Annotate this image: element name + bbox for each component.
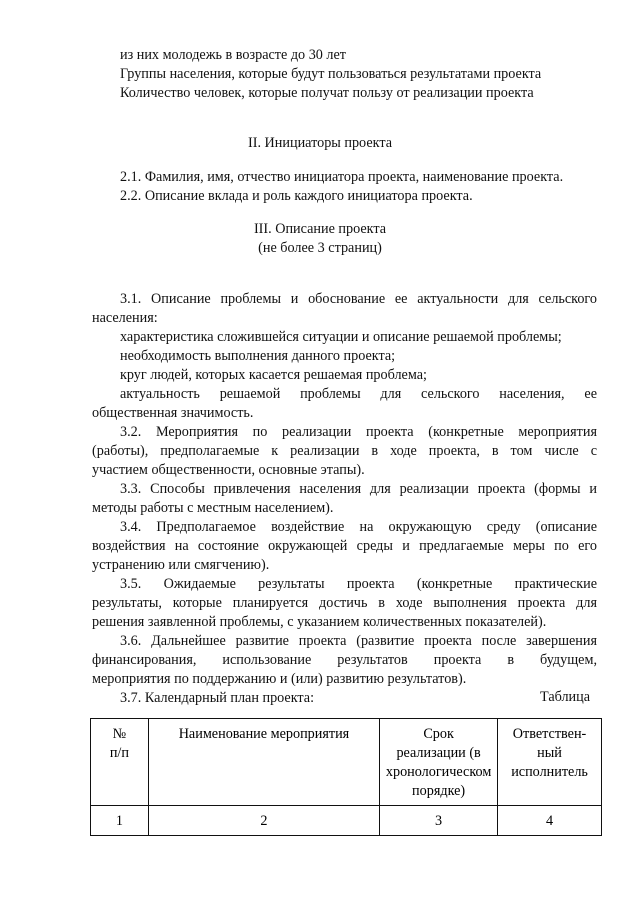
paragraph-line: населения: [92, 310, 158, 326]
header-label: Ответствен- ный исполнитель [511, 726, 588, 780]
paragraph-line: методы работы с местным населением). [92, 500, 334, 516]
intro-line: Количество человек, которые получат пользу от реализации проекта [120, 85, 534, 101]
paragraph-line: участием общественности, основные этапы). [92, 462, 365, 478]
section-subheading: (не более 3 страниц) [258, 240, 382, 256]
paragraph-line: актуальность решаемой проблемы для сельского населения, ее [120, 386, 597, 402]
column-header-deadline [380, 719, 498, 806]
paragraph-line: результаты, которые планируется достичь в ходе выполнения проекта для [92, 595, 597, 611]
header-label: № п/п [109, 726, 129, 761]
paragraph-line: мероприятия по поддержанию и (или) развитию результатов). [92, 671, 467, 687]
paragraph-line: 2.2. Описание вклада и роль каждого инициатора проекта. [120, 188, 473, 204]
paragraph-line: устранению или смягчению). [92, 557, 270, 573]
paragraph-line: 3.4. Предполагаемое воздействие на окружающую среду (описание [120, 519, 597, 535]
paragraph-line: 3.7. Календарный план проекта: [120, 690, 315, 706]
paragraph-line: общественная значимость. [92, 405, 254, 421]
paragraph-line: 3.6. Дальнейшее развитие проекта (развитие проекта после завершения [120, 633, 597, 649]
paragraph-line: финансирования, использование результатов проекта в будущем, [92, 652, 597, 668]
table-header-row [91, 719, 602, 806]
table-caption: Таблица [540, 689, 591, 705]
header-label: Срок реализации (в хронологическом порядке) [385, 726, 492, 799]
paragraph-line: 3.2. Мероприятия по реализации проекта (конкретные мероприятия [120, 424, 597, 440]
calendar-plan-table [90, 718, 602, 836]
paragraph-line: характеристика сложившейся ситуации и описание решаемой проблемы; [120, 329, 562, 345]
column-header-responsible [498, 719, 602, 806]
table-cell: 4 [498, 806, 602, 836]
section-heading: III. Описание проекта [253, 221, 387, 237]
paragraph-line: 3.3. Способы привлечения населения для реализации проекта (формы и [120, 481, 597, 497]
paragraph-line: решения заявленной проблемы, с указанием количественных показателей). [92, 614, 547, 630]
intro-line: Группы населения, которые будут пользоваться результатами проекта [120, 66, 542, 82]
paragraph-line: (работы), предполагаемые к реализации в ходе проекта, в том числе с [92, 443, 597, 459]
paragraph-line: воздействия на состояние окружающей среды и предлагаемые меры по его [92, 538, 597, 554]
table-cell: 1 [91, 806, 149, 836]
section-heading: II. Инициаторы проекта [248, 135, 392, 151]
intro-line: из них молодежь в возрасте до 30 лет [120, 47, 347, 63]
table-cell: 3 [380, 806, 498, 836]
table-cell: 2 [148, 806, 379, 836]
paragraph-line: необходимость выполнения данного проекта; [120, 348, 396, 364]
paragraph-line: 3.1. Описание проблемы и обоснование ее актуальности для сельского [120, 291, 597, 307]
paragraph-line: 3.5. Ожидаемые результаты проекта (конкретные практические [120, 576, 597, 592]
paragraph-line: 2.1. Фамилия, имя, отчество инициатора проекта, наименование проекта. [120, 169, 564, 185]
column-header-number [91, 719, 149, 806]
paragraph-line: круг людей, которых касается решаемая проблема; [120, 367, 427, 383]
column-header-activity [148, 719, 379, 806]
header-label: Наименование мероприятия [178, 726, 350, 742]
table-row [91, 806, 602, 836]
